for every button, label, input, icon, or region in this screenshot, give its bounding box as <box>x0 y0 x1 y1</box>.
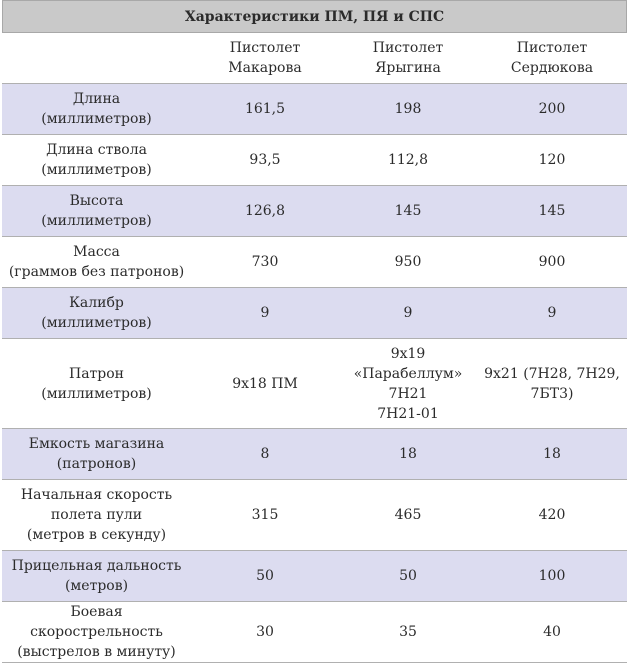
row-label-line: Высота <box>69 193 124 209</box>
table-row <box>2 237 627 288</box>
value-cell <box>339 84 477 135</box>
value-cell <box>477 186 627 237</box>
value-cell <box>191 602 339 663</box>
value-line: 30 <box>256 624 274 640</box>
value-cell <box>477 135 627 186</box>
table-row <box>2 429 627 480</box>
table-row <box>2 288 627 339</box>
value-line: 315 <box>251 507 279 523</box>
value-cell <box>477 288 627 339</box>
value-cell <box>339 237 477 288</box>
value-cell <box>191 237 339 288</box>
row-label-line: (миллиметров) <box>41 162 152 178</box>
value-line: 465 <box>394 507 422 523</box>
row-label-line: Патрон <box>68 365 125 382</box>
table-row <box>2 551 627 602</box>
value-line: 8 <box>260 446 270 462</box>
value-line: 126,8 <box>244 203 286 219</box>
value-cell <box>339 135 477 186</box>
header-line: Ярыгина <box>375 60 441 76</box>
value-cell <box>339 429 477 480</box>
value-line: 145 <box>394 203 422 219</box>
value-line: 40 <box>543 624 561 640</box>
row-label <box>2 237 191 288</box>
value-line: 35 <box>399 624 417 640</box>
row-label-line: (выстрелов в минуту) <box>17 644 176 660</box>
value-line: 161,5 <box>244 101 286 117</box>
value-cell <box>191 288 339 339</box>
value-line: 18 <box>543 446 561 462</box>
row-label <box>2 602 191 663</box>
value-line: 730 <box>251 254 279 270</box>
row-label <box>2 135 191 186</box>
row-label-line: Калибр <box>69 295 124 311</box>
value-line: 9x21 (7Н28, 7Н29, <box>484 365 620 382</box>
value-line: 100 <box>538 568 566 584</box>
row-label-line: (миллиметров) <box>41 385 152 402</box>
value-line: 950 <box>394 254 422 270</box>
value-line: «Парабеллум» <box>353 365 463 382</box>
value-line: 9x19 <box>390 345 426 362</box>
value-cell <box>477 429 627 480</box>
value-cell <box>477 84 627 135</box>
value-line: 18 <box>399 446 417 462</box>
value-line: 93,5 <box>249 152 281 168</box>
row-label-line: Начальная скорость <box>20 487 173 503</box>
row-label-line: полета пули <box>50 507 143 523</box>
header-yarygin <box>339 33 477 84</box>
row-label-line: (миллиметров) <box>41 315 152 331</box>
value-cell <box>339 186 477 237</box>
value-cell <box>339 551 477 602</box>
value-line: 9 <box>403 305 413 321</box>
row-label-line: (патронов) <box>56 456 137 472</box>
header-line: Пистолет <box>372 40 444 56</box>
table-row <box>2 602 627 663</box>
value-line: 7БТ3) <box>530 385 574 402</box>
table-row <box>2 480 627 551</box>
table-title: Характеристики ПМ, ПЯ и СПС <box>2 0 627 33</box>
value-cell <box>477 237 627 288</box>
row-label-line: (миллиметров) <box>41 111 152 127</box>
value-cell <box>191 551 339 602</box>
value-line: 9 <box>547 305 557 321</box>
value-cell <box>339 602 477 663</box>
value-cell <box>477 480 627 551</box>
row-label-line: (миллиметров) <box>41 213 152 229</box>
value-line: 420 <box>538 507 566 523</box>
value-line: 7Н21-01 <box>377 405 439 422</box>
header-serdyukov <box>477 33 627 84</box>
value-line: 900 <box>538 254 566 270</box>
value-cell <box>191 429 339 480</box>
table-row <box>2 84 627 135</box>
value-line: 7Н21 <box>388 385 428 402</box>
row-label-line: Емкость магазина <box>28 436 165 452</box>
header-line: Пистолет <box>516 40 588 56</box>
row-label <box>2 480 191 551</box>
value-line: 50 <box>399 568 417 584</box>
header-line: Пистолет <box>229 40 301 56</box>
row-label-line: (граммов без патронов) <box>8 264 185 280</box>
table-row <box>2 135 627 186</box>
value-cell <box>191 186 339 237</box>
row-label <box>2 339 191 429</box>
value-line: 9 <box>260 305 270 321</box>
spec-table-container <box>2 0 627 663</box>
value-line: 9x18 ПМ <box>232 375 298 392</box>
row-label <box>2 186 191 237</box>
header-empty-cell <box>2 33 191 84</box>
value-cell <box>477 602 627 663</box>
value-cell <box>191 84 339 135</box>
table-row <box>2 339 627 429</box>
row-label <box>2 288 191 339</box>
header-line: Макарова <box>228 60 302 76</box>
row-label-line: (метров в секунду) <box>26 527 167 543</box>
value-line: 200 <box>538 101 566 117</box>
value-line: 50 <box>256 568 274 584</box>
value-cell <box>339 288 477 339</box>
row-label-line: Боевая скорострельность <box>30 604 163 640</box>
value-cell <box>339 480 477 551</box>
header-row <box>2 33 627 84</box>
table-row <box>2 186 627 237</box>
row-label-line: Длина ствола <box>46 142 147 158</box>
row-label <box>2 429 191 480</box>
header-makarov <box>191 33 339 84</box>
value-cell <box>191 480 339 551</box>
row-label-line: Длина <box>72 91 121 107</box>
value-cell <box>191 339 339 429</box>
value-line: 145 <box>538 203 566 219</box>
value-cell <box>477 339 627 429</box>
value-line: 198 <box>394 101 422 117</box>
value-cell <box>339 339 477 429</box>
row-label-line: Прицельная дальность <box>11 558 182 574</box>
row-label-line: Масса <box>73 244 120 260</box>
spec-table <box>2 33 627 663</box>
row-label <box>2 84 191 135</box>
row-label <box>2 551 191 602</box>
header-line: Сердюкова <box>510 60 594 76</box>
value-line: 120 <box>538 152 566 168</box>
value-cell <box>477 551 627 602</box>
row-label-line: (метров) <box>64 578 129 594</box>
value-line: 112,8 <box>387 152 429 168</box>
value-cell <box>191 135 339 186</box>
